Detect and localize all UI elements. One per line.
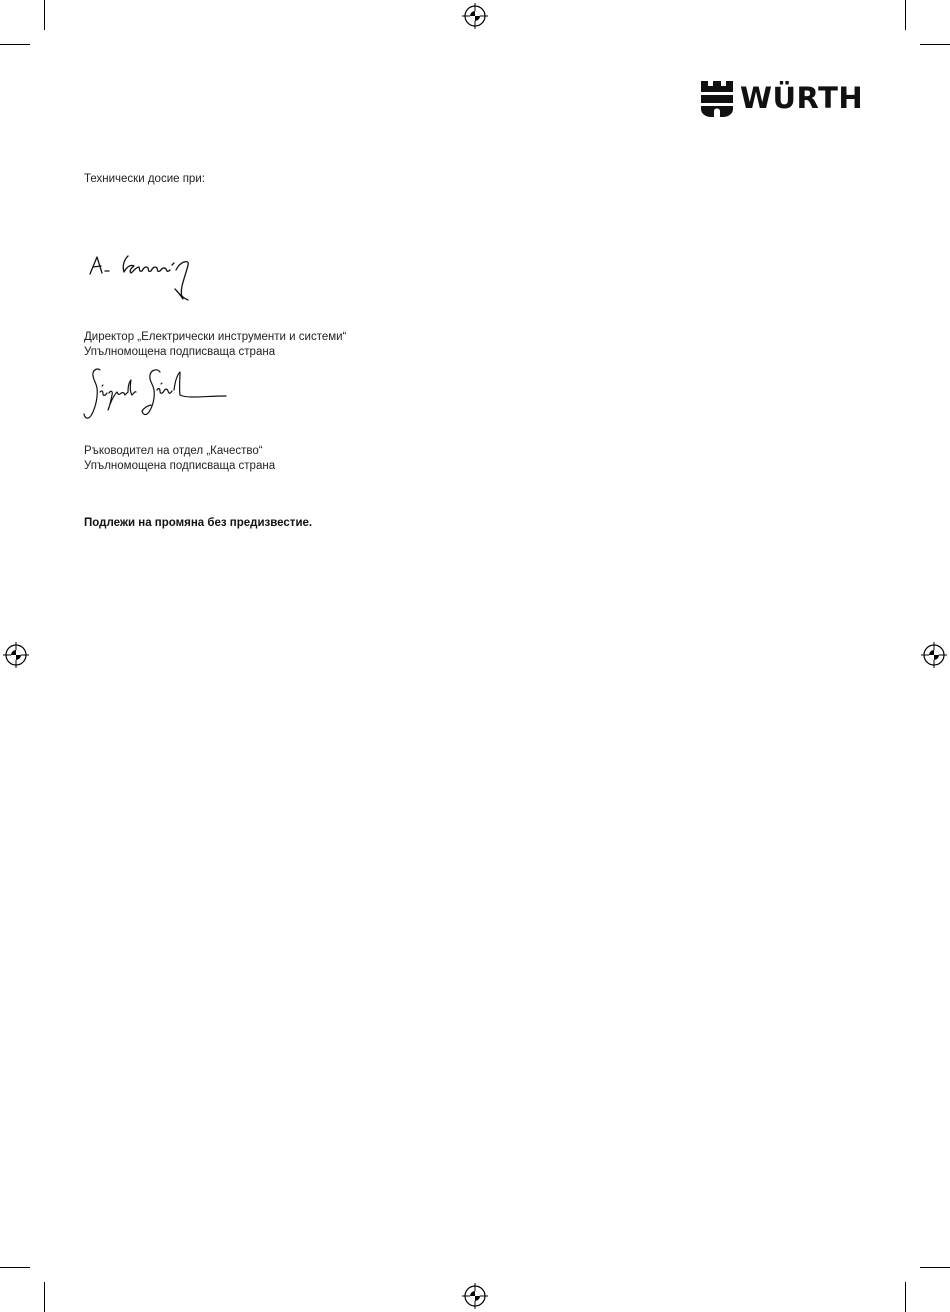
wurth-tower-logo-icon	[700, 81, 734, 117]
signatory-2-authority: Упълномощена подписваща страна	[84, 460, 276, 472]
registration-mark-icon	[462, 1283, 488, 1309]
technical-file-label: Технически досие при:	[84, 173, 205, 185]
signatory-2-role: Ръководител на отдел „Качество“	[84, 445, 263, 457]
signatory-1-authority: Упълномощена подписваща страна	[84, 346, 276, 358]
handwritten-signature-1	[84, 248, 204, 304]
registration-mark-icon	[462, 3, 488, 29]
registration-mark-icon	[921, 642, 947, 668]
signatory-1-role: Директор „Електрически инструменти и системи“	[84, 331, 347, 343]
brand-logo	[700, 79, 870, 119]
change-disclaimer: Подлежи на промяна без предизвестие.	[84, 517, 313, 529]
brand-wordmark: WÜRTH	[740, 81, 864, 115]
handwritten-signature-2	[80, 364, 230, 424]
registration-mark-icon	[3, 642, 29, 668]
